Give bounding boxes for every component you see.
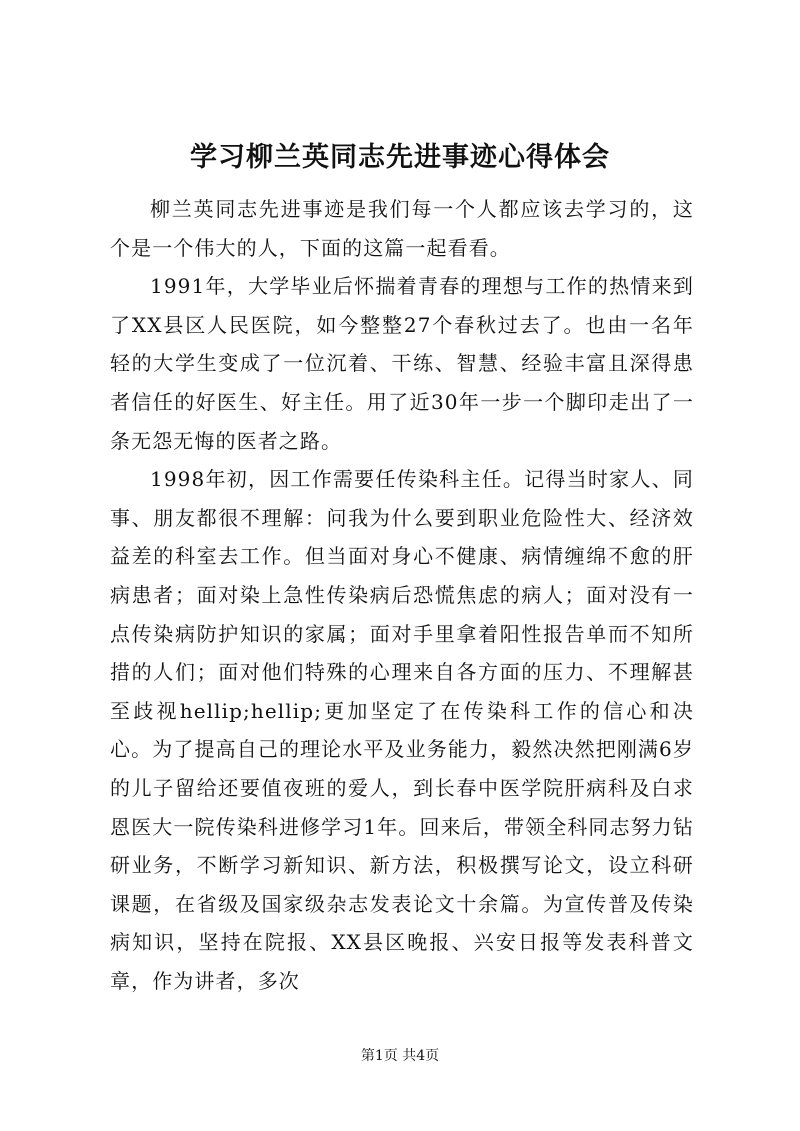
document-title: 学习柳兰英同志先进事迹心得体会	[190, 142, 610, 173]
document-body	[110, 190, 694, 1000]
paragraph-1991: 1991年，大学毕业后怀揣着青春的理想与工作的热情来到了XX县区人民医院，如今整整27个春秋过去了。也由一名年轻的大学生变成了一位沉着、干练、智慧、经验丰富且深得患者信任的好医生、好主任。用了近30年一步一个脚印走出了一条无怨无悔的医者之路。	[110, 274, 694, 453]
paragraph-intro: 柳兰英同志先进事迹是我们每一个人都应该去学习的，这个是一个伟大的人，下面的这篇一起看看。	[110, 197, 694, 260]
page-number-footer: 第1页 共4页	[360, 1048, 440, 1064]
paragraph-1998: 1998年初，因工作需要任传染科主任。记得当时家人、同事、朋友都很不理解：问我为什么要到职业危险性大、经济效益差的科室去工作。但当面对身心不健康、病情缠绵不愈的肝病患者；面对染上急性传染病后恐慌焦虑的病人；面对没有一点传染病防护知识的家属；面对手里拿着阳性报告单而不知所措的人们；面对他们特殊的心理来自各方面的压力、不理解甚至歧视hellip;hellip;更加坚定了在传染科工作的信心和决心。为了提高自己的理论水平及业务能力，毅然决然把刚满6岁的儿子留给还要值夜班的爱人，到长春中医学院肝病科及白求恩医大一院传染科进修学习1年。回来后，带领全科同志努力钻研业务，不断学习新知识、新方法，积极撰写论文，设立科研课题，在省级及国家级杂志发表论文十余篇。为宣传普及传染病知识，坚持在院报、XX县区晚报、兴安日报等发表科普文章，作为讲者，多次	[110, 467, 694, 993]
